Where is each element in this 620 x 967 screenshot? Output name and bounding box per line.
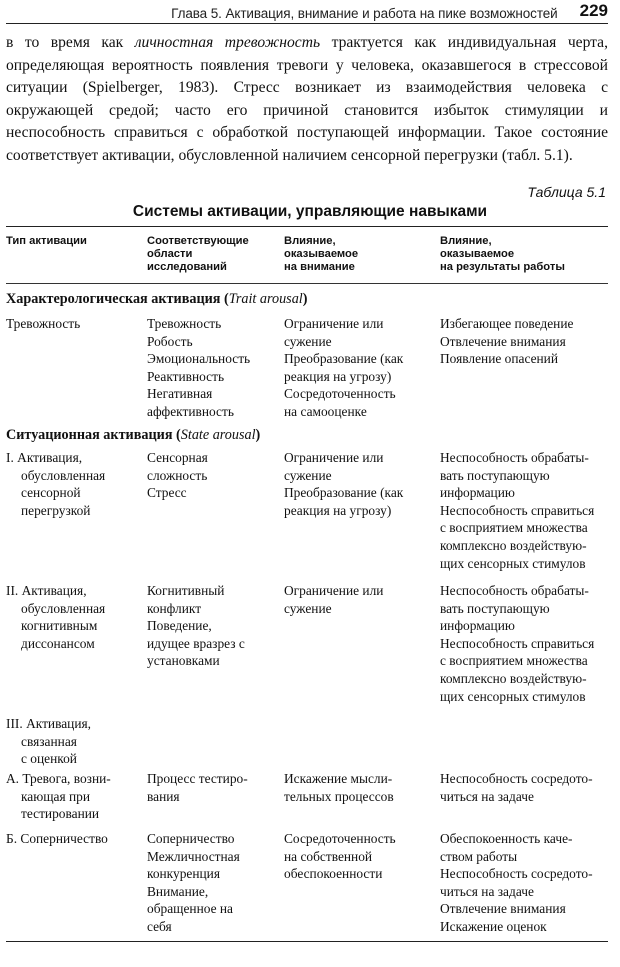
table-bottom-rule [6, 941, 608, 942]
row-test-anxiety-research: Процесс тестиро- вания [147, 771, 248, 804]
row-test-anxiety-type: А. Тревога, возни- кающая при тестировании [6, 771, 111, 822]
row-test-anxiety-results: Неспособность сосредото- читься на задаче [440, 771, 593, 804]
row-sensory-overload-results: Неспособность обрабаты- вать поступающую информацию Неспособность справиться с восприятием множества комплексно воздействую- щих сенсорных стимулов [440, 450, 595, 571]
row-sensory-overload-research: Сенсорная сложность Стресс [147, 450, 208, 501]
running-title: Глава 5. Активация, внимание и работа на пике возможностей [171, 6, 558, 21]
body-text-rest: трактуется как индивидуальная черта, определяющая вероятность появления тревоги у человека, оказавшегося в стрессовой ситуации (Spielberger, 1983). Стресс возникает из взаимодействия человека с окружающей средой; часто его причиной становится избыток стимуляции и неспособность справиться с обработкой поступающей информации. Такое состояние соответствует активации, обусловленной наличием сенсорной перегрузки (табл. 5.1). [6, 34, 608, 164]
section-trait-arousal: Характерологическая активация (Trait arousal) [6, 291, 308, 307]
section-state-arousal: Ситуационная активация (State arousal) [6, 427, 261, 443]
table-top-rule [6, 226, 608, 227]
column-header-research: Соответствующие области исследований [147, 235, 249, 274]
column-header-results: Влияние, оказываемое на результаты работы [440, 235, 565, 274]
table-caption: Таблица 5.1 [527, 184, 606, 200]
row-anxiety-results: Избегающее поведение Отвлечение внимания Появление опасений [440, 316, 574, 367]
row-anxiety-attention: Ограничение или сужение Преобразование (как реакция на угрозу) Сосредоточенность на самооценке [284, 316, 404, 419]
row-rivalry-attention: Сосредоточенность на собственной обеспокоенности [284, 831, 396, 882]
row-test-anxiety-attention: Искажение мысли- тельных процессов [284, 771, 394, 804]
body-paragraph [6, 32, 608, 168]
page-number: 229 [579, 1, 608, 20]
row-cognitive-dissonance-results: Неспособность обрабаты- вать поступающую информацию Неспособность справиться с восприятием множества комплексно воздействую- щих сенсорных стимулов [440, 583, 595, 704]
row-cognitive-dissonance-research: Когнитивный конфликт Поведение, идущее вразрез с установками [147, 583, 245, 669]
row-anxiety-research: Тревожность Робость Эмоциональность Реактивность Негативная аффективность [147, 316, 251, 419]
row-evaluation-type: III. Активация, связанная с оценкой [6, 716, 92, 767]
running-header [6, 0, 608, 24]
column-header-type: Тип активации [6, 235, 87, 247]
row-anxiety-type: Тревожность [6, 316, 81, 331]
row-sensory-overload-type: I. Активация, обусловленная сенсорной перегрузкой [6, 450, 106, 518]
column-header-attention: Влияние, оказываемое на внимание [284, 235, 359, 274]
body-text-start: в то время как [6, 34, 135, 51]
row-rivalry-results: Обеспокоенность каче- ством работы Неспособность сосредото- читься на задаче Отвлечение внимания Искажение оценок [440, 831, 593, 934]
table-title: Системы активации, управляющие навыками [132, 203, 488, 220]
row-cognitive-dissonance-attention: Ограничение или сужение [284, 583, 384, 616]
table-header-rule [6, 283, 608, 284]
row-sensory-overload-attention: Ограничение или сужение Преобразование (как реакция на угрозу) [284, 450, 404, 518]
row-rivalry-type: Б. Соперничество [6, 831, 108, 846]
row-rivalry-research: Соперничество Межличностная конкуренция Внимание, обращенное на себя [147, 831, 240, 934]
row-cognitive-dissonance-type: II. Активация, обусловленная когнитивным диссонансом [6, 583, 106, 651]
body-text-italic-term: личностная тревожность [134, 34, 321, 51]
